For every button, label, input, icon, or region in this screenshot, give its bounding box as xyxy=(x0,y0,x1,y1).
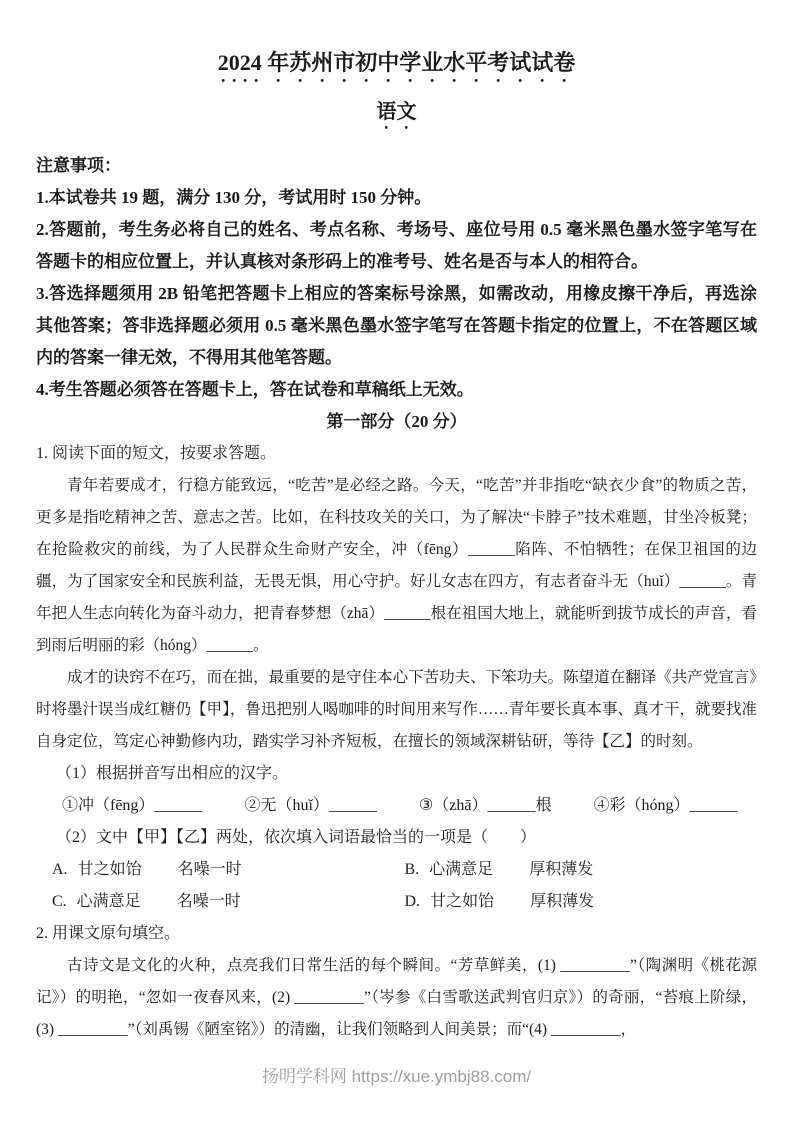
option-A xyxy=(52,854,405,886)
q2-body: 古诗文是文化的火种，点亮我们日常生活的每个瞬间。“芳草鲜美，(1) _________”（陶渊明《桃花源记》）的明艳，“忽如一夜春风来，(2) _________”（岑参《白雪歌送武判官归京》）的奇丽，“苔痕上阶绿，(3) _________”（刘禹锡《陋室铭》）的清幽，让我们领略到人间美景；而“(4) _________， xyxy=(36,957,757,1038)
option-C xyxy=(52,886,405,918)
option-A-label: A. xyxy=(52,861,68,878)
footer-url-link[interactable]: https://xue.ymbj88.com/ xyxy=(351,1067,532,1086)
option-C-word2: 名噪一时 xyxy=(176,893,241,910)
q1-lead: 1. 阅读下面的短文，按要求答题。 xyxy=(36,445,277,462)
option-B-word1: 心满意足 xyxy=(429,861,494,878)
notice-section xyxy=(36,150,757,406)
notice-item-2: 2.答题前，考生务必将自己的姓名、考点名称、考场号、座位号用 0.5 毫米黑色墨水签字笔写在答题卡的相应位置上，并认真核对条形码上的准考号、姓名是否与本人的相符合。 xyxy=(36,220,757,271)
option-B xyxy=(405,854,758,886)
notice-item-1: 1.本试卷共 19 题，满分 130 分，考试用时 150 分钟。 xyxy=(36,188,432,207)
doc-title: 2024 年苏州市初中学业水平考试试卷 xyxy=(217,50,576,75)
footer-watermark xyxy=(0,1062,793,1087)
doc-subject: 语文 xyxy=(376,101,417,123)
pinyin-blank-item-2: ②无（huǐ）______ xyxy=(244,797,377,814)
q1-sub2-label: （2）文中【甲】【乙】两处，依次填入词语最恰当的一项是（ ） xyxy=(56,829,537,846)
q1-sub1-label: （1）根据拼音写出相应的汉字。 xyxy=(56,765,289,782)
option-D xyxy=(405,886,758,918)
part1-heading: 第一部分（20 分） xyxy=(326,412,467,431)
notice-item-3: 3.答选择题须用 2B 铅笔把答题卡上相应的答案标号涂黑，如需改动，用橡皮擦干净后，再选涂其他答案；答非选择题必须用 0.5 毫米黑色墨水签字笔写在答题卡指定的位置上，不在答题区域内的答案一律无效，不得用其他笔答题。 xyxy=(36,284,757,367)
q1-passage-paragraph-2: 成才的诀窍不在巧，而在拙，最重要的是守住本心下苦功夫、下笨功夫。陈望道在翻译《共产党宣言》时将墨汁误当成红糖仍【甲】，鲁迅把别人喝咖啡的时间用来写作……青年要长真本事、真才干，就要找准自身定位，笃定心神勤修内功，踏实学习补齐短板，在擅长的领域深耕钻研，等待【乙】的时刻。 xyxy=(36,669,757,750)
pinyin-blank-item-4: ④彩（hóng）______ xyxy=(593,797,738,814)
option-A-word2: 名噪一时 xyxy=(177,861,242,878)
option-B-word2: 厚积薄发 xyxy=(529,861,594,878)
notice-item-4: 4.考生答题必须答在答题卡上，答在试卷和草稿纸上无效。 xyxy=(36,380,474,399)
q1-options xyxy=(36,854,757,918)
option-A-word1: 甘之如饴 xyxy=(77,861,142,878)
q1-pinyin-blank-row xyxy=(36,790,757,822)
q1-passage-paragraph-1: 青年若要成才，行稳方能致远，“吃苦”是必经之路。今天，“吃苦”并非指吃“缺衣少食”的物质之苦，更多是指吃精神之苦、意志之苦。比如，在科技攻关的关口，为了解决“卡脖子”技术难题，甘坐冷板凳；在抢险救灾的前线，为了人民群众生命财产安全，冲（fēng）______陷阵、不怕牺牲；在保卫祖国的边疆，为了国家安全和民族利益，无畏无惧，用心守护。好儿女志在四方，有志者奋斗无（huǐ）______。青年把人生志向转化为奋斗动力，把青春梦想（zhā）______根在祖国大地上，就能听到拔节成长的声音，看到雨后明丽的彩（hóng）______。 xyxy=(36,477,757,654)
pinyin-blank-item-3: ③（zhā）______根 xyxy=(418,797,552,814)
option-D-word2: 厚积薄发 xyxy=(530,893,595,910)
q2-lead: 2. 用课文原句填空。 xyxy=(36,925,181,942)
option-C-label: C. xyxy=(52,893,67,910)
option-C-word1: 心满意足 xyxy=(76,893,141,910)
footer-site-name: 扬明学科网 xyxy=(261,1067,347,1086)
option-D-word1: 甘之如饴 xyxy=(430,893,495,910)
option-D-label: D. xyxy=(404,893,421,910)
pinyin-blank-item-1: ①冲（fēng）______ xyxy=(62,797,203,814)
notice-heading: 注意事项： xyxy=(36,156,121,175)
option-B-label: B. xyxy=(404,861,420,878)
